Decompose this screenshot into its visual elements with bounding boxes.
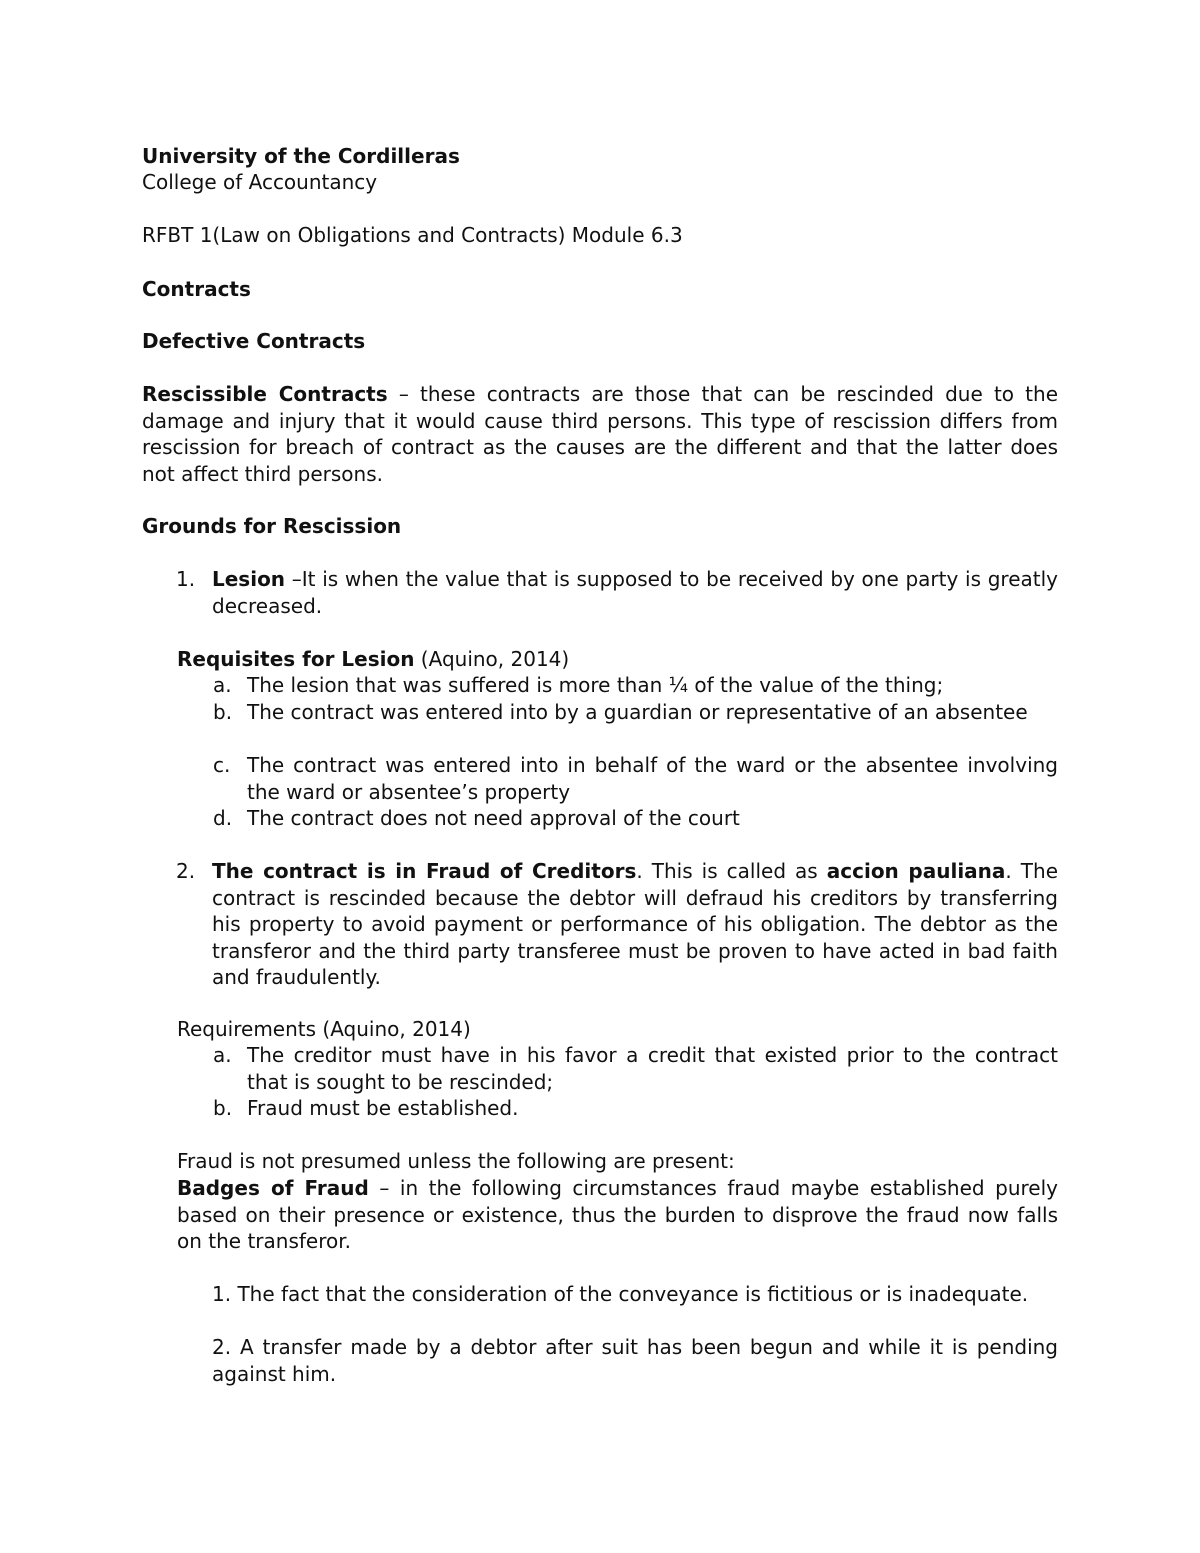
- course-title: RFBT 1(Law on Obligations and Contracts) Module 6.3: [142, 223, 683, 247]
- list-item-text: The contract was entered into in behalf of the ward or the absentee involving the ward or absentee’s property: [247, 753, 1058, 804]
- rescissible-paragraph: [142, 381, 1058, 487]
- badges-paragraph: [177, 1175, 1058, 1255]
- lesion-requisite-d: [213, 805, 1058, 832]
- fraud-of-creditors-text: . The contract is rescinded because the debtor will defraud his creditors by transferring his property to avoid payment or performance of his obligation. The debtor as the transferor and the third party transferee must be proven to have acted in bad faith and fraudulently.: [212, 859, 1059, 989]
- badges-term: Badges of Fraud: [177, 1176, 369, 1200]
- ground-item-1-number: 1.: [176, 567, 196, 591]
- list-marker: b.: [213, 1096, 233, 1120]
- ground-item-1: [176, 566, 1058, 619]
- lesion-requisite-b: [213, 699, 1058, 726]
- lesion-requisite-c: [213, 752, 1058, 805]
- list-item-text: The contract was entered into by a guardian or representative of an absentee: [247, 700, 1028, 724]
- fraud-of-creditors-term: The contract is in Fraud of Creditors: [212, 859, 637, 883]
- list-item-text: The contract does not need approval of the court: [247, 806, 740, 830]
- heading-defective-contracts: Defective Contracts: [142, 329, 366, 353]
- fraud-of-creditors-mid: . This is called as: [636, 859, 827, 883]
- list-item-text: The lesion that was suffered is more than ¼ of the value of the thing;: [247, 673, 944, 697]
- university-name: University of the Cordilleras: [142, 144, 460, 168]
- rescissible-text: – these contracts are those that can be rescinded due to the damage and injury that it would cause third persons. This type of rescission differs from rescission for breach of contract as the causes are the different and that the latter does not affect third persons.: [142, 382, 1059, 486]
- ground-item-2: [176, 858, 1059, 991]
- badges-text: – in the following circumstances fraud maybe established purely based on their presence or existence, thus the burden to disprove the fraud now falls on the transferor.: [177, 1176, 1058, 1253]
- college-name: College of Accountancy: [142, 170, 378, 194]
- lesion-term: Lesion: [212, 567, 286, 591]
- lesion-requisites-cite: (Aquino, 2014): [414, 647, 570, 671]
- lesion-requisites-heading: Requisites for Lesion: [177, 647, 415, 671]
- list-item-text: The creditor must have in his favor a credit that existed prior to the contract that is sought to be rescinded;: [247, 1043, 1058, 1094]
- ground-item-2-number: 2.: [176, 859, 196, 883]
- requirement-b: [213, 1095, 1058, 1122]
- requirement-a: [213, 1042, 1058, 1095]
- list-marker: c.: [213, 753, 231, 777]
- list-item-text: Fraud must be established.: [247, 1096, 519, 1120]
- lesion-requisites-title: [177, 646, 1057, 673]
- lesion-requisite-a: [213, 672, 1058, 699]
- heading-grounds: Grounds for Rescission: [142, 514, 402, 538]
- list-marker: a.: [213, 673, 232, 697]
- badge-item-2: 2. A transfer made by a debtor after suit has been begun and while it is pending against him.: [212, 1335, 1058, 1386]
- list-marker: d.: [213, 806, 233, 830]
- list-marker: b.: [213, 700, 233, 724]
- lesion-text: –It is when the value that is supposed to be received by one party is greatly decreased.: [212, 567, 1058, 618]
- heading-contracts: Contracts: [142, 277, 251, 301]
- requirements-title: Requirements (Aquino, 2014): [177, 1017, 471, 1041]
- list-marker: a.: [213, 1043, 232, 1067]
- rescissible-term: Rescissible Contracts: [142, 382, 388, 406]
- badge-item-1: 1. The fact that the consideration of the conveyance is fictitious or is inadequate.: [212, 1282, 1029, 1306]
- fraud-intro: Fraud is not presumed unless the following are present:: [177, 1149, 735, 1173]
- accion-pauliana-term: accion pauliana: [826, 859, 1006, 883]
